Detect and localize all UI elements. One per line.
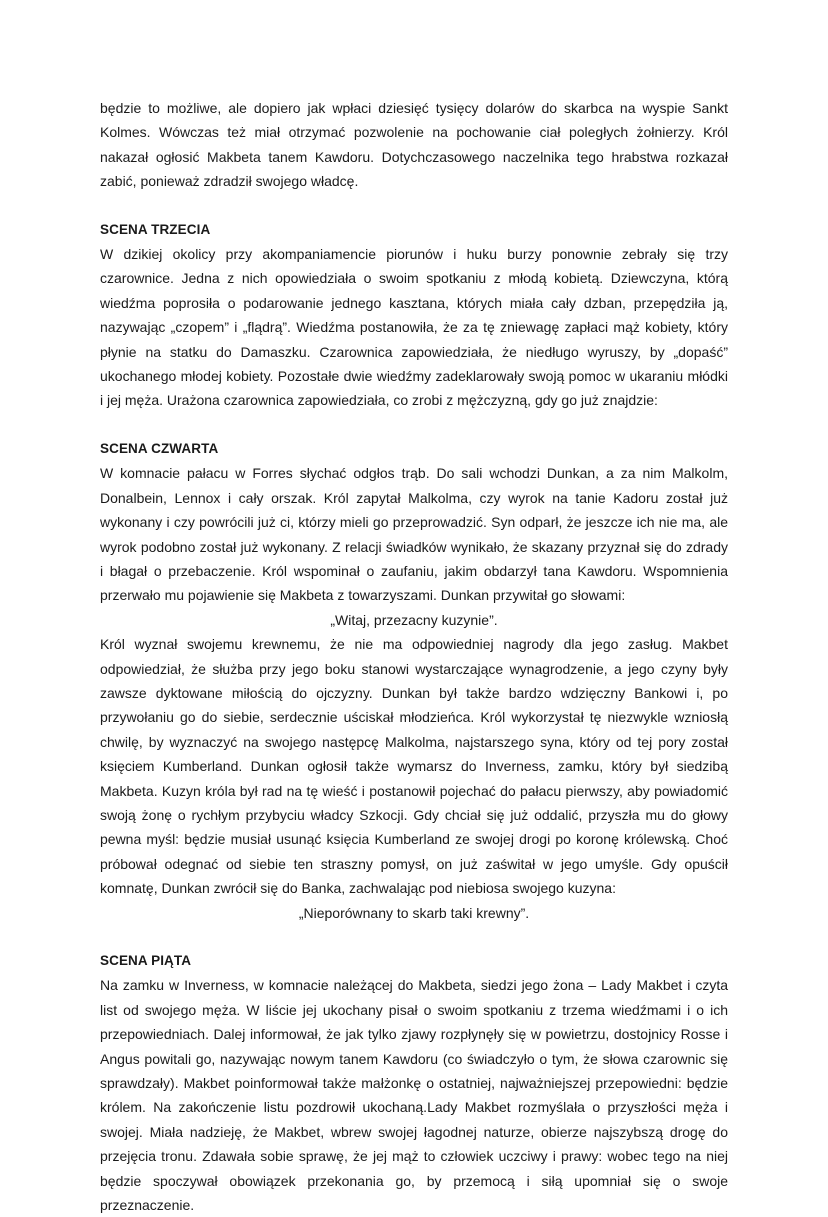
scene-three-heading: SCENA TRZECIA (100, 221, 211, 237)
scene-four-paragraph-1: W komnacie pałacu w Forres słychać odgłos trąb. Do sali wchodzi Dunkan, a za nim Malkolm, Donalbein, Lennox i cały orszak. Król zapytał Malkolma, czy wyrok na tanie Kadoru został już wykonany i czy powrócili już ci, którzy mieli go przeprowadzić. Syn odparł, że jeszcze ich nie ma, ale wyrok podobno został już wykonany. Z relacji świadków wynikało, że skazany przyznał się do zdrady i błagał o przebaczenie. Król wspominał o zaufaniu, jakim obdarzył tana Kawdoru. Wspomnienia przerwało mu pojawienie się Makbeta z towarzyszami. Dunkan przywitał go słowami: (100, 465, 728, 604)
scene-five-heading: SCENA PIĄTA (100, 953, 192, 968)
scene-four-heading: SCENA CZWARTA (100, 440, 219, 456)
section-gap (100, 194, 728, 218)
scene-four-quote-1: „Witaj, przezacny kuzynie”. (330, 611, 498, 628)
document-page (100, 96, 728, 1217)
scene-five-paragraph: Na zamku w Inverness, w komnacie należącej do Makbeta, siedzi jego żona – Lady Makbet i czyta list od swojego męża. W liście jej ukochany pisał o swoim spotkaniu z trzema wiedźmami i o ich przepowiedniach. Dalej informował, że jak tylko zjawy rozpłynęły się w powietrzu, dostojnicy Rosse i Angus powitali go, nazywając nowym tanem Kawdoru (co świadczyło o tym, że słowa czarownic się sprawdzały). Makbet poinformował także małżonkę o ostatniej, najważniejszej przepowiedni: będzie królem. Na zakończenie listu pozdrowił ukochaną.Lady Makbet rozmyślała o przyszłości męża i swojej. Miała nadzieję, że Makbet, wbrew swojej łagodnej naturze, obierze najszybszą drogę do przejęcia tronu. Zdawała sobie sprawę, że jej mąż to człowiek uczciwy i prawy: wobec tego na niej będzie spoczywał obowiązek przekonania go, by przemocą i siłą upomniał się o swoje przeznaczenie. (100, 977, 728, 1214)
section-gap (100, 413, 728, 437)
scene-three-paragraph: W dzikiej okolicy przy akompaniamencie piorunów i huku burzy ponownie zebrały się trzy czarownice. Jedna z nich opowiedziała o swoim spotkaniu z młodą kobietą. Dziewczyna, którą wiedźma poprosiła o podarowanie jednego kasztana, których miała cały dzban, przepędziła ją, nazywając „czopem” i „flądrą”. Wiedźma postanowiła, że za tę zniewagę zapłaci mąż kobiety, który płynie na statku do Damaszku. Czarownica zapowiedziała, że niedługo wyruszy, by „dopaść” ukochanego młodej kobiety. Pozostałe dwie wiedźmy zadeklarowały swoją pomoc w ukaraniu młódki i jej męża. Urażona czarownica zapowiedziała, co zrobi z mężczyzną, gdy go już znajdzie: (100, 246, 728, 409)
section-gap (100, 925, 728, 949)
scene-four-paragraph-2: Król wyznał swojemu krewnemu, że nie ma odpowiedniej nagrody dla jego zasług. Makbet odpowiedział, że służba przy jego boku stanowi wystarczające wynagrodzenie, a jego czyny były zawsze dyktowane miłością do ojczyzny. Dunkan był także bardzo wdzięczny Bankowi i, po przywołaniu go do siebie, serdecznie uściskał młodzieńca. Król wykorzystał tę niezwykle wzniosłą chwilę, by wyznaczyć na swojego następcę Malkolma, najstarszego syna, który od tej pory został księciem Kumberland. Dunkan ogłosił także wymarsz do Inverness, zamku, który był siedzibą Makbeta. Kuzyn króla był rad na tę wieść i postanowił pojechać do pałacu pierwszy, aby powiadomić swoją żonę o rychłym przybyciu władcy Szkocji. Gdy chciał się już oddalić, przyszła mu do głowy pewna myśl: będzie musiał usunąć księcia Kumberland ze swojej drogi po koronę królewską. Choć próbował odegnać od siebie ten straszny pomysł, on już zaświtał w jego umyśle. Gdy opuścił komnatę, Dunkan zwrócił się do Banka, zachwalając pod niebiosa swojego kuzyna: (100, 636, 728, 897)
scene-four-quote-2: „Nieporównany to skarb taki krewny”. (298, 904, 530, 921)
intro-paragraph: będzie to możliwe, ale dopiero jak wpłaci dziesięć tysięcy dolarów do skarbca na wyspie Sankt Kolmes. Wówczas też miał otrzymać pozwolenie na pochowanie ciał poległych żołnierzy. Król nakazał ogłosić Makbeta tanem Kawdoru. Dotychczasowego naczelnika tego hrabstwa rozkazał zabić, ponieważ zdradził swojego władcę. (100, 100, 728, 190)
